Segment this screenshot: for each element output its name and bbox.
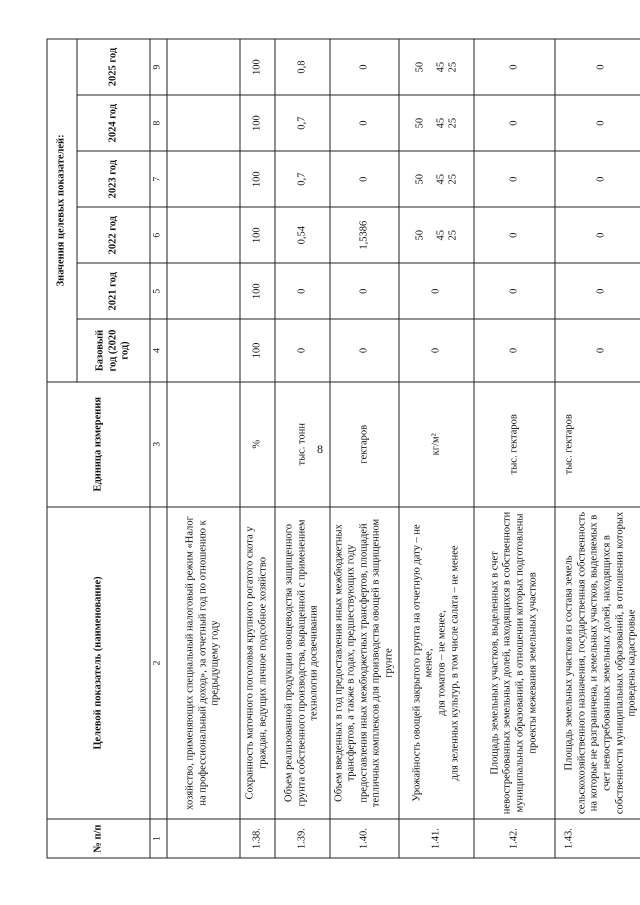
row-2022: 1,5386 xyxy=(330,207,399,263)
value-tomatoes: 45 xyxy=(435,229,447,241)
row-indicator-name: Объем реализованной продукции овощеводства защищенного грунта собственного производства, выращенной с применением технологии досвечивания xyxy=(275,507,330,819)
row-2024 xyxy=(167,95,240,151)
column-number: 2 xyxy=(150,507,167,819)
header-base-year: Базовый год (2020 год) xyxy=(77,319,150,381)
row-2021: 0 xyxy=(275,263,330,319)
row-2024: 0 xyxy=(474,95,555,151)
row-2025: 100 xyxy=(240,39,275,95)
column-number: 8 xyxy=(150,95,167,151)
row-base: 0 xyxy=(555,319,640,381)
header-year-2021: 2021 год xyxy=(77,263,150,319)
column-number: 9 xyxy=(150,39,167,95)
row-2024 xyxy=(399,95,474,151)
row-indicator-line: для зеленных культур, в том числе салата – не менее xyxy=(449,545,461,781)
header-indicator: Целевой показатель (наименование) xyxy=(47,507,150,819)
header-year-2025: 2025 год xyxy=(77,39,150,95)
row-num: 1.38. xyxy=(240,819,275,858)
row-2023 xyxy=(399,151,474,207)
value-total: 50 xyxy=(414,229,426,241)
row-indicator-line: Урожайность овощей закрытого грунта на отчетную дату – не менее, xyxy=(411,524,435,802)
row-2024: 100 xyxy=(240,95,275,151)
row-base: 100 xyxy=(240,319,275,381)
row-num: 1.39. xyxy=(275,819,330,858)
row-indicator-name: Площадь земельных участков, выделенных в счет невостребованных земельных долей, находящихся в собственности муниципальных образований, в отношении которых подготовлены проекты межевания земельных участков xyxy=(474,507,555,819)
row-num: 1.42. xyxy=(474,819,555,858)
row-base: 0 xyxy=(474,319,555,381)
value-total: 50 xyxy=(414,61,426,73)
row-2023: 0,7 xyxy=(275,151,330,207)
row-base: 0 xyxy=(399,319,474,381)
row-2025: 0 xyxy=(330,39,399,95)
row-2022: 100 xyxy=(240,207,275,263)
row-2024: 0 xyxy=(330,95,399,151)
row-unit: % xyxy=(240,382,275,507)
row-indicator-name xyxy=(399,507,474,819)
row-2022 xyxy=(167,207,240,263)
column-number: 4 xyxy=(150,319,167,381)
page-number: 8 xyxy=(317,442,323,456)
value-tomatoes: 45 xyxy=(435,173,447,185)
header-unit: Единица измерения xyxy=(47,382,150,507)
row-2023: 0 xyxy=(555,151,640,207)
table-row xyxy=(399,39,474,858)
target-indicators-table xyxy=(47,39,640,859)
column-number: 5 xyxy=(150,263,167,319)
header-year-2024: 2024 год xyxy=(77,95,150,151)
value-greens: 25 xyxy=(447,117,459,129)
row-num: 1.43. xyxy=(555,819,640,858)
row-2021: 100 xyxy=(240,263,275,319)
header-num: № п/п xyxy=(47,819,150,858)
row-2021: 0 xyxy=(555,263,640,319)
header-values-group: Значения целевых показателей: xyxy=(47,39,77,382)
row-2024: 0,7 xyxy=(275,95,330,151)
row-2021 xyxy=(167,263,240,319)
table-row xyxy=(330,39,399,858)
row-2023 xyxy=(167,151,240,207)
row-num: 1.40. xyxy=(330,819,399,858)
value-greens: 25 xyxy=(447,229,459,241)
row-2021: 0 xyxy=(330,263,399,319)
row-unit xyxy=(167,382,240,507)
row-2024: 0 xyxy=(555,95,640,151)
row-2025: 0 xyxy=(474,39,555,95)
column-number: 6 xyxy=(150,207,167,263)
row-2025: 0,8 xyxy=(275,39,330,95)
row-base: 0 xyxy=(330,319,399,381)
header-year-2022: 2022 год xyxy=(77,207,150,263)
row-unit: кг/м² xyxy=(399,382,474,507)
value-tomatoes: 45 xyxy=(435,117,447,129)
row-indicator-name: Площадь земельных участков из состава земель сельскохозяйственного назначения, государственная собственность на которые не разграничена, и земельных участков, выделяемых в счет невостребованных земельных долей, находящихся в собственности муниципальных образований, в отношении которых проведены кадастровые xyxy=(555,507,640,819)
table-row xyxy=(275,39,330,858)
row-2021: 0 xyxy=(474,263,555,319)
row-base: 0 xyxy=(275,319,330,381)
row-2025 xyxy=(399,39,474,95)
column-number: 1 xyxy=(150,819,167,858)
row-2025 xyxy=(167,39,240,95)
row-unit: гектаров xyxy=(330,382,399,507)
value-greens: 25 xyxy=(447,173,459,185)
row-2023: 0 xyxy=(330,151,399,207)
row-num xyxy=(167,819,240,858)
row-2025: 0 xyxy=(555,39,640,95)
row-2023: 100 xyxy=(240,151,275,207)
row-unit: тыс. гектаров xyxy=(555,382,640,507)
row-unit: тыс. гектаров xyxy=(474,382,555,507)
value-total: 50 xyxy=(414,173,426,185)
row-2022: 0,54 xyxy=(275,207,330,263)
row-unit: тыс. тонн xyxy=(275,382,330,507)
row-2022: 0 xyxy=(555,207,640,263)
table-row xyxy=(555,39,640,858)
row-indicator-name: Объем введенных в год предоставления иных межбюджетных трансфертов, а также в годах, предшествующих году предоставления иных межбюджетных трансфертов, площадей тепличных комплексов для производства овощей в защищенном грунте xyxy=(330,507,399,819)
row-indicator-name: Сохранность маточного поголовья крупного рогатого скота у граждан, ведущих личное подсобное хозяйство xyxy=(240,507,275,819)
row-num: 1.41. xyxy=(399,819,474,858)
header-year-2023: 2023 год xyxy=(77,151,150,207)
value-greens: 25 xyxy=(447,61,459,73)
rotated-table-container xyxy=(47,39,638,859)
row-2022 xyxy=(399,207,474,263)
row-base xyxy=(167,319,240,381)
row-2023: 0 xyxy=(474,151,555,207)
row-indicator-name: хозяйство, применяющих специальный налоговый режим «Налог на профессиональный доход», за отчетный год по отношению к предыдущему году xyxy=(167,507,240,819)
row-2021: 0 xyxy=(399,263,474,319)
value-total: 50 xyxy=(414,117,426,129)
column-number: 7 xyxy=(150,151,167,207)
table-row xyxy=(167,39,240,858)
table-row xyxy=(474,39,555,858)
value-tomatoes: 45 xyxy=(435,61,447,73)
row-2022: 0 xyxy=(474,207,555,263)
row-indicator-line: для томатов – не менее, xyxy=(436,610,448,716)
column-number: 3 xyxy=(150,382,167,507)
table-row xyxy=(240,39,275,858)
